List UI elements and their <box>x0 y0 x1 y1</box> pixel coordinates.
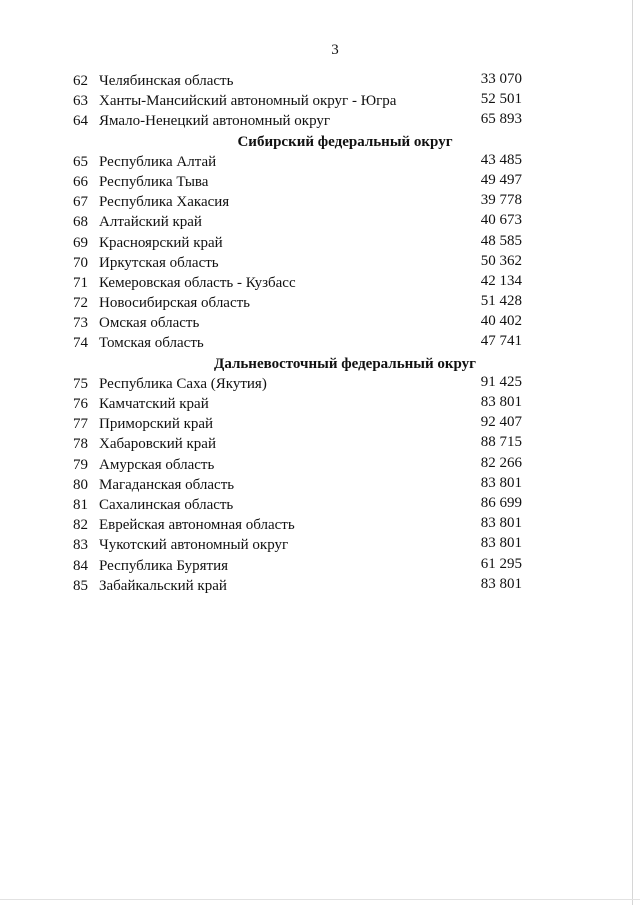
table-row <box>0 233 640 253</box>
table-row <box>0 253 640 273</box>
row-number: 63 <box>73 93 88 110</box>
region-value: 82 266 <box>480 454 522 471</box>
region-name: Амурская область <box>99 456 215 473</box>
region-value: 92 407 <box>480 414 522 431</box>
row-number: 69 <box>73 234 88 251</box>
region-value: 83 801 <box>480 535 522 552</box>
table-row <box>0 394 640 414</box>
region-name: Республика Алтай <box>99 153 217 170</box>
table-row <box>0 475 640 495</box>
region-name: Забайкальский край <box>99 577 227 594</box>
region-name: Иркутская область <box>99 254 219 271</box>
table-row <box>0 313 640 333</box>
row-number: 84 <box>73 557 88 574</box>
table-row <box>0 172 640 192</box>
region-value: 39 778 <box>480 192 522 209</box>
section-header-row <box>0 354 640 374</box>
table-row <box>0 111 640 131</box>
section-header: Дальневосточный федеральный округ <box>214 355 476 372</box>
table-row <box>0 212 640 232</box>
region-value: 51 428 <box>480 293 522 310</box>
region-name: Хабаровский край <box>99 436 216 453</box>
region-name: Чукотский автономный округ <box>99 537 289 554</box>
region-value: 48 585 <box>480 232 522 249</box>
row-number: 79 <box>73 456 88 473</box>
row-number: 66 <box>73 173 88 190</box>
region-value: 83 801 <box>480 474 522 491</box>
row-number: 83 <box>73 537 88 554</box>
section-header-row <box>0 132 640 152</box>
row-number: 68 <box>73 214 88 231</box>
region-value: 86 699 <box>480 494 522 511</box>
region-value: 88 715 <box>480 434 522 451</box>
row-number: 74 <box>73 335 88 352</box>
region-value: 47 741 <box>480 333 522 350</box>
table-row <box>0 556 640 576</box>
table-row <box>0 333 640 353</box>
row-number: 73 <box>73 315 88 332</box>
region-name: Челябинская область <box>99 73 234 89</box>
row-number: 62 <box>73 73 88 89</box>
region-name: Красноярский край <box>99 234 223 251</box>
row-number: 80 <box>73 476 88 493</box>
table-row <box>0 434 640 454</box>
region-value: 61 295 <box>480 555 522 572</box>
row-number: 82 <box>73 517 88 534</box>
table-row <box>0 91 640 111</box>
region-name: Приморский край <box>99 416 214 433</box>
table-row <box>0 455 640 475</box>
row-number: 76 <box>73 396 88 412</box>
table-row <box>0 273 640 293</box>
row-number: 75 <box>73 375 88 392</box>
row-number: 65 <box>73 153 88 170</box>
region-value: 33 070 <box>480 71 522 87</box>
region-value: 43 485 <box>480 151 522 168</box>
region-value: 50 362 <box>480 252 522 269</box>
region-name: Магаданская область <box>99 476 235 493</box>
row-number: 78 <box>73 436 88 453</box>
region-value: 52 501 <box>480 91 522 108</box>
region-value: 40 402 <box>480 313 522 330</box>
row-number: 72 <box>73 295 88 312</box>
region-value: 42 134 <box>480 272 522 289</box>
row-number: 70 <box>73 254 88 271</box>
region-name: Ханты-Мансийский автономный округ - Югра <box>99 93 397 110</box>
scan-edge-bottom <box>0 899 640 900</box>
scan-edge-right <box>632 0 633 905</box>
row-number: 77 <box>73 416 88 433</box>
region-name: Камчатский край <box>99 396 209 412</box>
regions-table <box>0 71 640 596</box>
page-number: 3 <box>331 42 339 58</box>
table-row <box>0 576 640 596</box>
region-name: Сахалинская область <box>99 496 234 513</box>
region-name: Республика Тыва <box>99 173 209 190</box>
table-row <box>0 495 640 515</box>
region-name: Омская область <box>99 315 200 332</box>
table-row <box>0 535 640 555</box>
region-name: Новосибирская область <box>99 295 251 312</box>
row-number: 67 <box>73 194 88 211</box>
section-header: Сибирский федеральный округ <box>237 133 453 150</box>
region-name: Кемеровская область - Кузбасс <box>99 274 296 291</box>
region-value: 83 801 <box>480 575 522 592</box>
row-number: 81 <box>73 496 88 513</box>
table-row <box>0 71 640 91</box>
table-row <box>0 414 640 434</box>
region-name: Республика Саха (Якутия) <box>99 375 267 392</box>
table-row <box>0 192 640 212</box>
region-name: Алтайский край <box>99 214 202 231</box>
region-name: Томская область <box>99 335 204 352</box>
region-value: 40 673 <box>480 212 522 229</box>
region-name: Ямало-Ненецкий автономный округ <box>99 113 331 130</box>
region-value: 83 801 <box>480 394 522 410</box>
row-number: 64 <box>73 113 88 130</box>
row-number: 85 <box>73 577 88 594</box>
table-row <box>0 293 640 313</box>
region-value: 65 893 <box>480 111 522 128</box>
region-name: Еврейская автономная область <box>99 517 295 534</box>
region-value: 83 801 <box>480 515 522 532</box>
table-row <box>0 152 640 172</box>
region-name: Республика Бурятия <box>99 557 229 574</box>
row-number: 71 <box>73 274 88 291</box>
table-row <box>0 515 640 535</box>
table-row <box>0 374 640 394</box>
region-value: 91 425 <box>480 373 522 390</box>
region-name: Республика Хакасия <box>99 194 230 211</box>
region-value: 49 497 <box>480 171 522 188</box>
